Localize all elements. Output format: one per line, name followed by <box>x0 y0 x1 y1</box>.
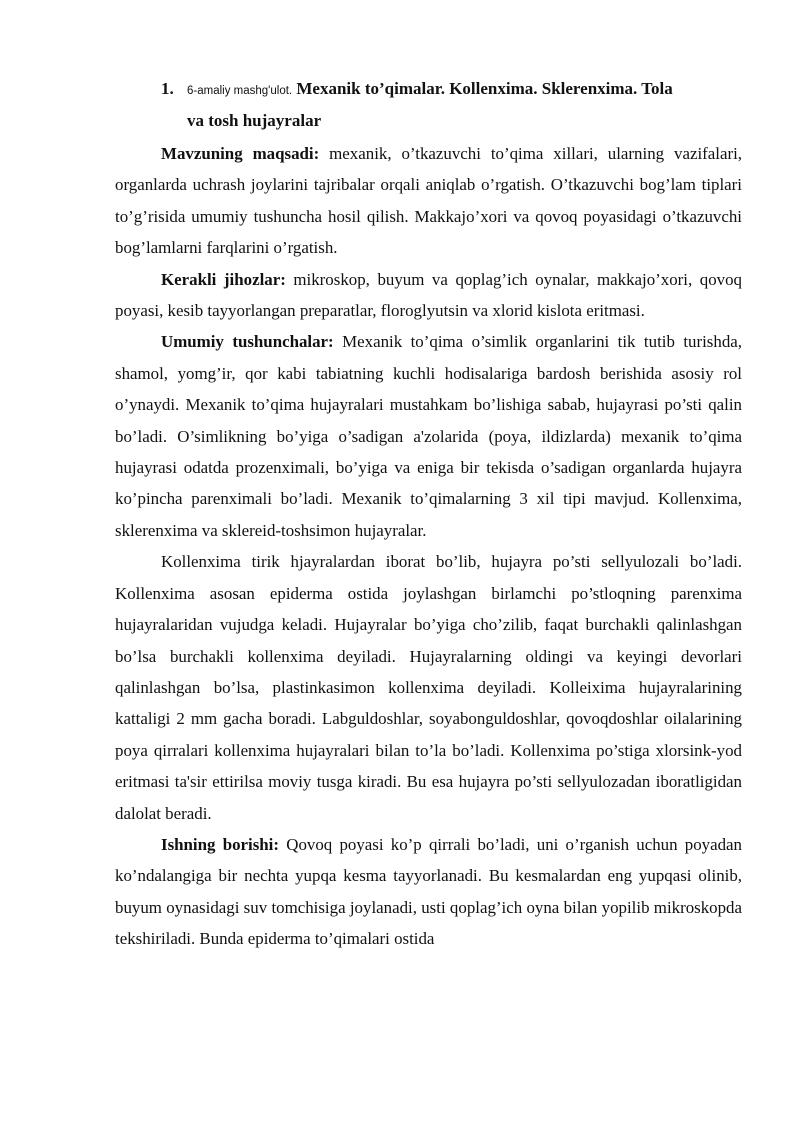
heading-number: 1. <box>161 79 174 98</box>
paragraph-label: Umumiy tushunchalar: <box>161 332 334 352</box>
paragraph-label: Ishning borishi: <box>161 834 280 854</box>
paragraph-objective <box>115 138 742 264</box>
section-heading <box>161 74 751 136</box>
heading-title-line1: Mexanik to’qimalar. Kollenxima. Sklerenxima. Tola <box>296 79 673 98</box>
paragraph-text: mexanik, o’tkazuvchi to’qima xillari, ularning vazifalari, organlarda uchrash joylarini tajribalar orqali aniqlab o’rgatish. O’tkazuvchi bog’lam tiplari to’g’risida umumiy tushuncha hosil qilish. Makkajo’xori va qovoq poyasidagi o’tkazuvchi bog’lamlarni farqlarini o’rgatish. <box>115 144 743 258</box>
paragraph-collenchyma <box>115 546 742 829</box>
paragraph-equipment <box>115 264 742 327</box>
paragraph-text: Mexanik to’qima o’simlik organlarini tik tutib turishda, shamol, yomg’ir, qor kabi tabiatning kuchli hodisalariga bardosh berishida asosiy rol o’ynaydi. Mexanik to’qima hujayralari mustahkam bo’lishiga sabab, hujayrasi po’sti qalin bo’ladi. O’simlikning bo’yiga o’sadigan a'zolarida (poya, ildizlarda) mexanik to’qima hujayrasi odatda prozenximali, bo’yiga va eniga bir tekisda o’sadigan organlarda hujayra ko’pincha parenximali bo’ladi. Mexanik to’qimalarning 3 xil tipi mavjud. Kollenxima, sklerenxima va sklereid-toshsimon hujayralar. <box>115 332 742 540</box>
body-text <box>115 138 742 955</box>
paragraph-label: Kerakli jihozlar: <box>161 269 286 289</box>
paragraph-procedure <box>115 829 742 955</box>
paragraph-text: mikroskop, buyum va qoplag’ich oynalar, makkajo’xori, qovoq poyasi, kesib tayyorlangan preparatlar, floroglyutsin va xlorid kislota eritmasi. <box>115 269 743 321</box>
heading-prefix: 6-amaliy mashg'ulot. <box>187 85 293 97</box>
heading-title-line2: va tosh hujayralar <box>187 111 322 130</box>
paragraph-text: Kollenxima tirik hjayralardan iborat bo’lib, hujayra po’sti sellyulozali bo’ladi. Kollenxima asosan epiderma ostida joylashgan birlamchi po’stloqning parenxima hujayralaridan vujudga keladi. Hujayralar bo’yiga cho’zilib, faqat burchakli qalinlashgan bo’lsa burchakli kollenxima deyiladi. Hujayralarning oldingi va keyingi devorlari qalinlashgan bo’lsa, plastinkasimon kollenxima deyiladi. Kolleixima hujayralarining kattaligi 2 mm gacha boradi. Labguldoshlar, soyabonguldoshlar, qovoqdoshlar oilalarining poya qirralari kollenxima hujayralari bilan to’la bo’ladi. Kollenxima po’stiga xlorsink-yod eritmasi ta'sir ettirilsa moviy tusga kiradi. Bu esa hujayra po’sti sellyulozadan iboratligidan dalolat beradi. <box>115 552 742 823</box>
paragraph-general-concepts <box>115 326 742 546</box>
paragraph-label: Mavzuning maqsadi: <box>161 144 320 163</box>
paragraph-text: Qovoq poyasi ko’p qirrali bo’ladi, uni o’rganish uchun poyadan ko’ndalangiga bir nechta yupqa kesma tayyorlanadi. Bu kesmalardan eng yupqasi olinib, buyum oynasidagi suv tomchisiga joylanadi, usti qoplag’ich oyna bilan yopilib mikroskopda tekshiriladi. Bunda epiderma to’qimalari ostida <box>115 834 742 949</box>
